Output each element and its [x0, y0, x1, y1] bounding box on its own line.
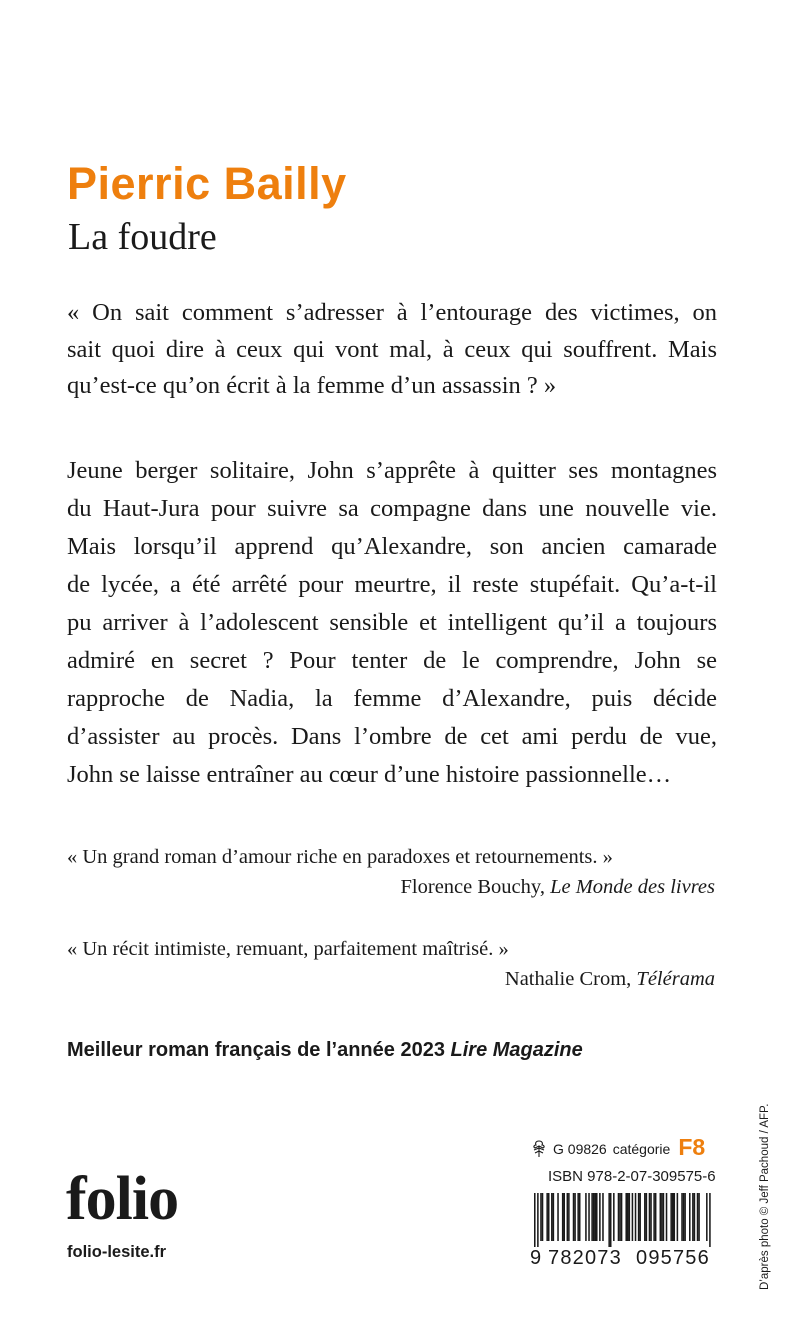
price-category-badge: F8 — [678, 1134, 706, 1160]
summary-line: Jeune berger solitaire, John s’apprête à quitter ses montagnes — [67, 457, 717, 484]
barcode-bar — [540, 1193, 542, 1241]
barcode-bar — [534, 1193, 536, 1247]
barcode-bar — [639, 1193, 641, 1241]
barcode-bar — [666, 1193, 668, 1241]
barcode-bar — [621, 1193, 623, 1241]
barcode-bar — [709, 1193, 711, 1247]
barcode-bar — [670, 1193, 672, 1241]
press-review — [67, 842, 715, 902]
epigraph-line: qu’est-ce qu’on écrit à la femme d’un assassin ? » — [67, 372, 557, 399]
summary-line: d’assister au procès. Dans l’ombre de cet ami perdu de vue, — [67, 723, 717, 750]
barcode-bar — [653, 1193, 655, 1241]
barcode-digits-left: 782073 — [548, 1247, 622, 1269]
epigraph-line: « On sait comment s’adresser à l’entourage des victimes, on — [67, 299, 717, 326]
barcode-bar — [625, 1193, 627, 1241]
barcode-bar — [591, 1193, 593, 1241]
barcode-bar — [677, 1193, 679, 1241]
award-publication: Lire Magazine — [450, 1039, 583, 1061]
barcode-bar — [618, 1193, 620, 1241]
barcode-bar — [650, 1193, 652, 1241]
barcode-bar — [574, 1193, 576, 1241]
barcode-bar — [692, 1193, 694, 1241]
barcode-bar — [619, 1193, 621, 1241]
barcode-bar — [593, 1193, 595, 1241]
barcode-bar — [632, 1193, 634, 1241]
author-name: Pierric Bailly — [67, 158, 347, 209]
category-label: catégorie — [612, 1141, 671, 1157]
book-summary — [67, 452, 717, 794]
barcode-bar — [602, 1193, 604, 1241]
summary-line: de lycée, a été arrêté pour meurtre, il reste stupéfait. Qu’a-t-il — [67, 571, 717, 598]
barcode-bar — [635, 1193, 637, 1241]
barcode-bar — [660, 1193, 662, 1241]
review-quote: « Un grand roman d’amour riche en paradoxes et retournements. » — [67, 846, 613, 868]
publisher-emblem-icon — [531, 1140, 547, 1158]
barcode-bar — [627, 1193, 629, 1241]
photo-credit: D’après photo © Jeff Pachoud / AFP. — [759, 1103, 771, 1290]
barcode-bar — [553, 1193, 555, 1241]
barcode-bars — [534, 1193, 711, 1247]
summary-line: John se laisse entraîner au cœur d’une histoire passionnelle… — [67, 761, 672, 788]
barcode-bar — [629, 1193, 631, 1241]
barcode-bar — [537, 1193, 539, 1247]
barcode-bar — [573, 1193, 575, 1241]
barcode-bar — [577, 1193, 579, 1241]
review-quote: « Un récit intimiste, remuant, parfaitement maîtrisé. » — [67, 938, 509, 960]
isbn-number: ISBN 978-2-07-309575-6 — [548, 1168, 716, 1185]
barcode-bar — [546, 1193, 548, 1241]
folio-logo: folio — [66, 1165, 179, 1233]
barcode-bar — [610, 1193, 612, 1247]
barcode-bar — [596, 1193, 598, 1241]
barcode-bar — [557, 1193, 559, 1241]
barcode-bar — [548, 1193, 550, 1241]
barcode-bar — [644, 1193, 646, 1241]
barcode-bar — [694, 1193, 696, 1241]
barcode-bar — [674, 1193, 676, 1241]
review-critic: Nathalie Crom, — [504, 968, 632, 990]
barcode-bar — [608, 1193, 610, 1247]
barcode-bar — [585, 1193, 587, 1241]
barcode-bar — [588, 1193, 590, 1241]
barcode-bar — [551, 1193, 553, 1241]
publisher-code: G 09826 — [553, 1141, 607, 1157]
summary-line: du Haut-Jura pour suivre sa compagne dans une nouvelle vie. — [67, 495, 717, 522]
barcode-bar — [562, 1193, 564, 1241]
award-text: Meilleur roman français de l’année 2023 — [67, 1039, 445, 1061]
summary-line: rapproche de Nadia, la femme d’Alexandre, puis décide — [67, 685, 717, 712]
barcode-bar — [579, 1193, 581, 1241]
barcode-bar — [689, 1193, 691, 1241]
publication-info — [531, 1130, 717, 1160]
barcode-digits-right: 095756 — [636, 1247, 710, 1269]
barcode-bar — [638, 1193, 640, 1241]
review-critic: Florence Bouchy, — [400, 876, 545, 898]
barcode-bar — [655, 1193, 657, 1241]
award-mention — [67, 1039, 583, 1062]
barcode-bar — [663, 1193, 665, 1241]
barcode-bar — [684, 1193, 686, 1241]
barcode — [530, 1193, 716, 1247]
epigraph-quote — [67, 295, 717, 405]
barcode-bar — [706, 1193, 708, 1241]
barcode-bar — [567, 1193, 569, 1241]
summary-line: admiré en secret ? Pour tenter de le comprendre, John se — [67, 647, 717, 674]
barcode-bar — [563, 1193, 565, 1241]
barcode-bar — [683, 1193, 685, 1241]
review-attribution — [67, 872, 715, 902]
barcode-first-digit: 9 — [530, 1247, 543, 1269]
summary-line: Mais lorsqu’il apprend qu’Alexandre, son ancien camarade — [67, 533, 717, 560]
barcode-bar — [698, 1193, 700, 1241]
barcode-bar — [594, 1193, 596, 1241]
barcode-bar — [649, 1193, 651, 1241]
barcode-number — [530, 1247, 716, 1270]
summary-line: pu arriver à l’adolescent sensible et intelligent qu’il a toujours — [67, 609, 717, 636]
barcode-bar — [599, 1193, 601, 1241]
review-publication: Le Monde des livres — [550, 876, 715, 898]
review-publication: Télérama — [636, 968, 715, 990]
review-attribution — [67, 964, 715, 994]
barcode-bar — [697, 1193, 699, 1241]
barcode-bar — [661, 1193, 663, 1241]
barcode-bar — [672, 1193, 674, 1241]
epigraph-line: sait quoi dire à ceux qui vont mal, à ceux qui souffrent. Mais — [67, 335, 717, 363]
book-title: La foudre — [68, 216, 217, 258]
barcode-bar — [681, 1193, 683, 1241]
barcode-bar — [613, 1193, 615, 1241]
publisher-website: folio-lesite.fr — [67, 1243, 167, 1261]
barcode-bar — [646, 1193, 648, 1241]
press-review — [67, 934, 715, 994]
barcode-bar — [568, 1193, 570, 1241]
barcode-bar — [542, 1193, 544, 1241]
